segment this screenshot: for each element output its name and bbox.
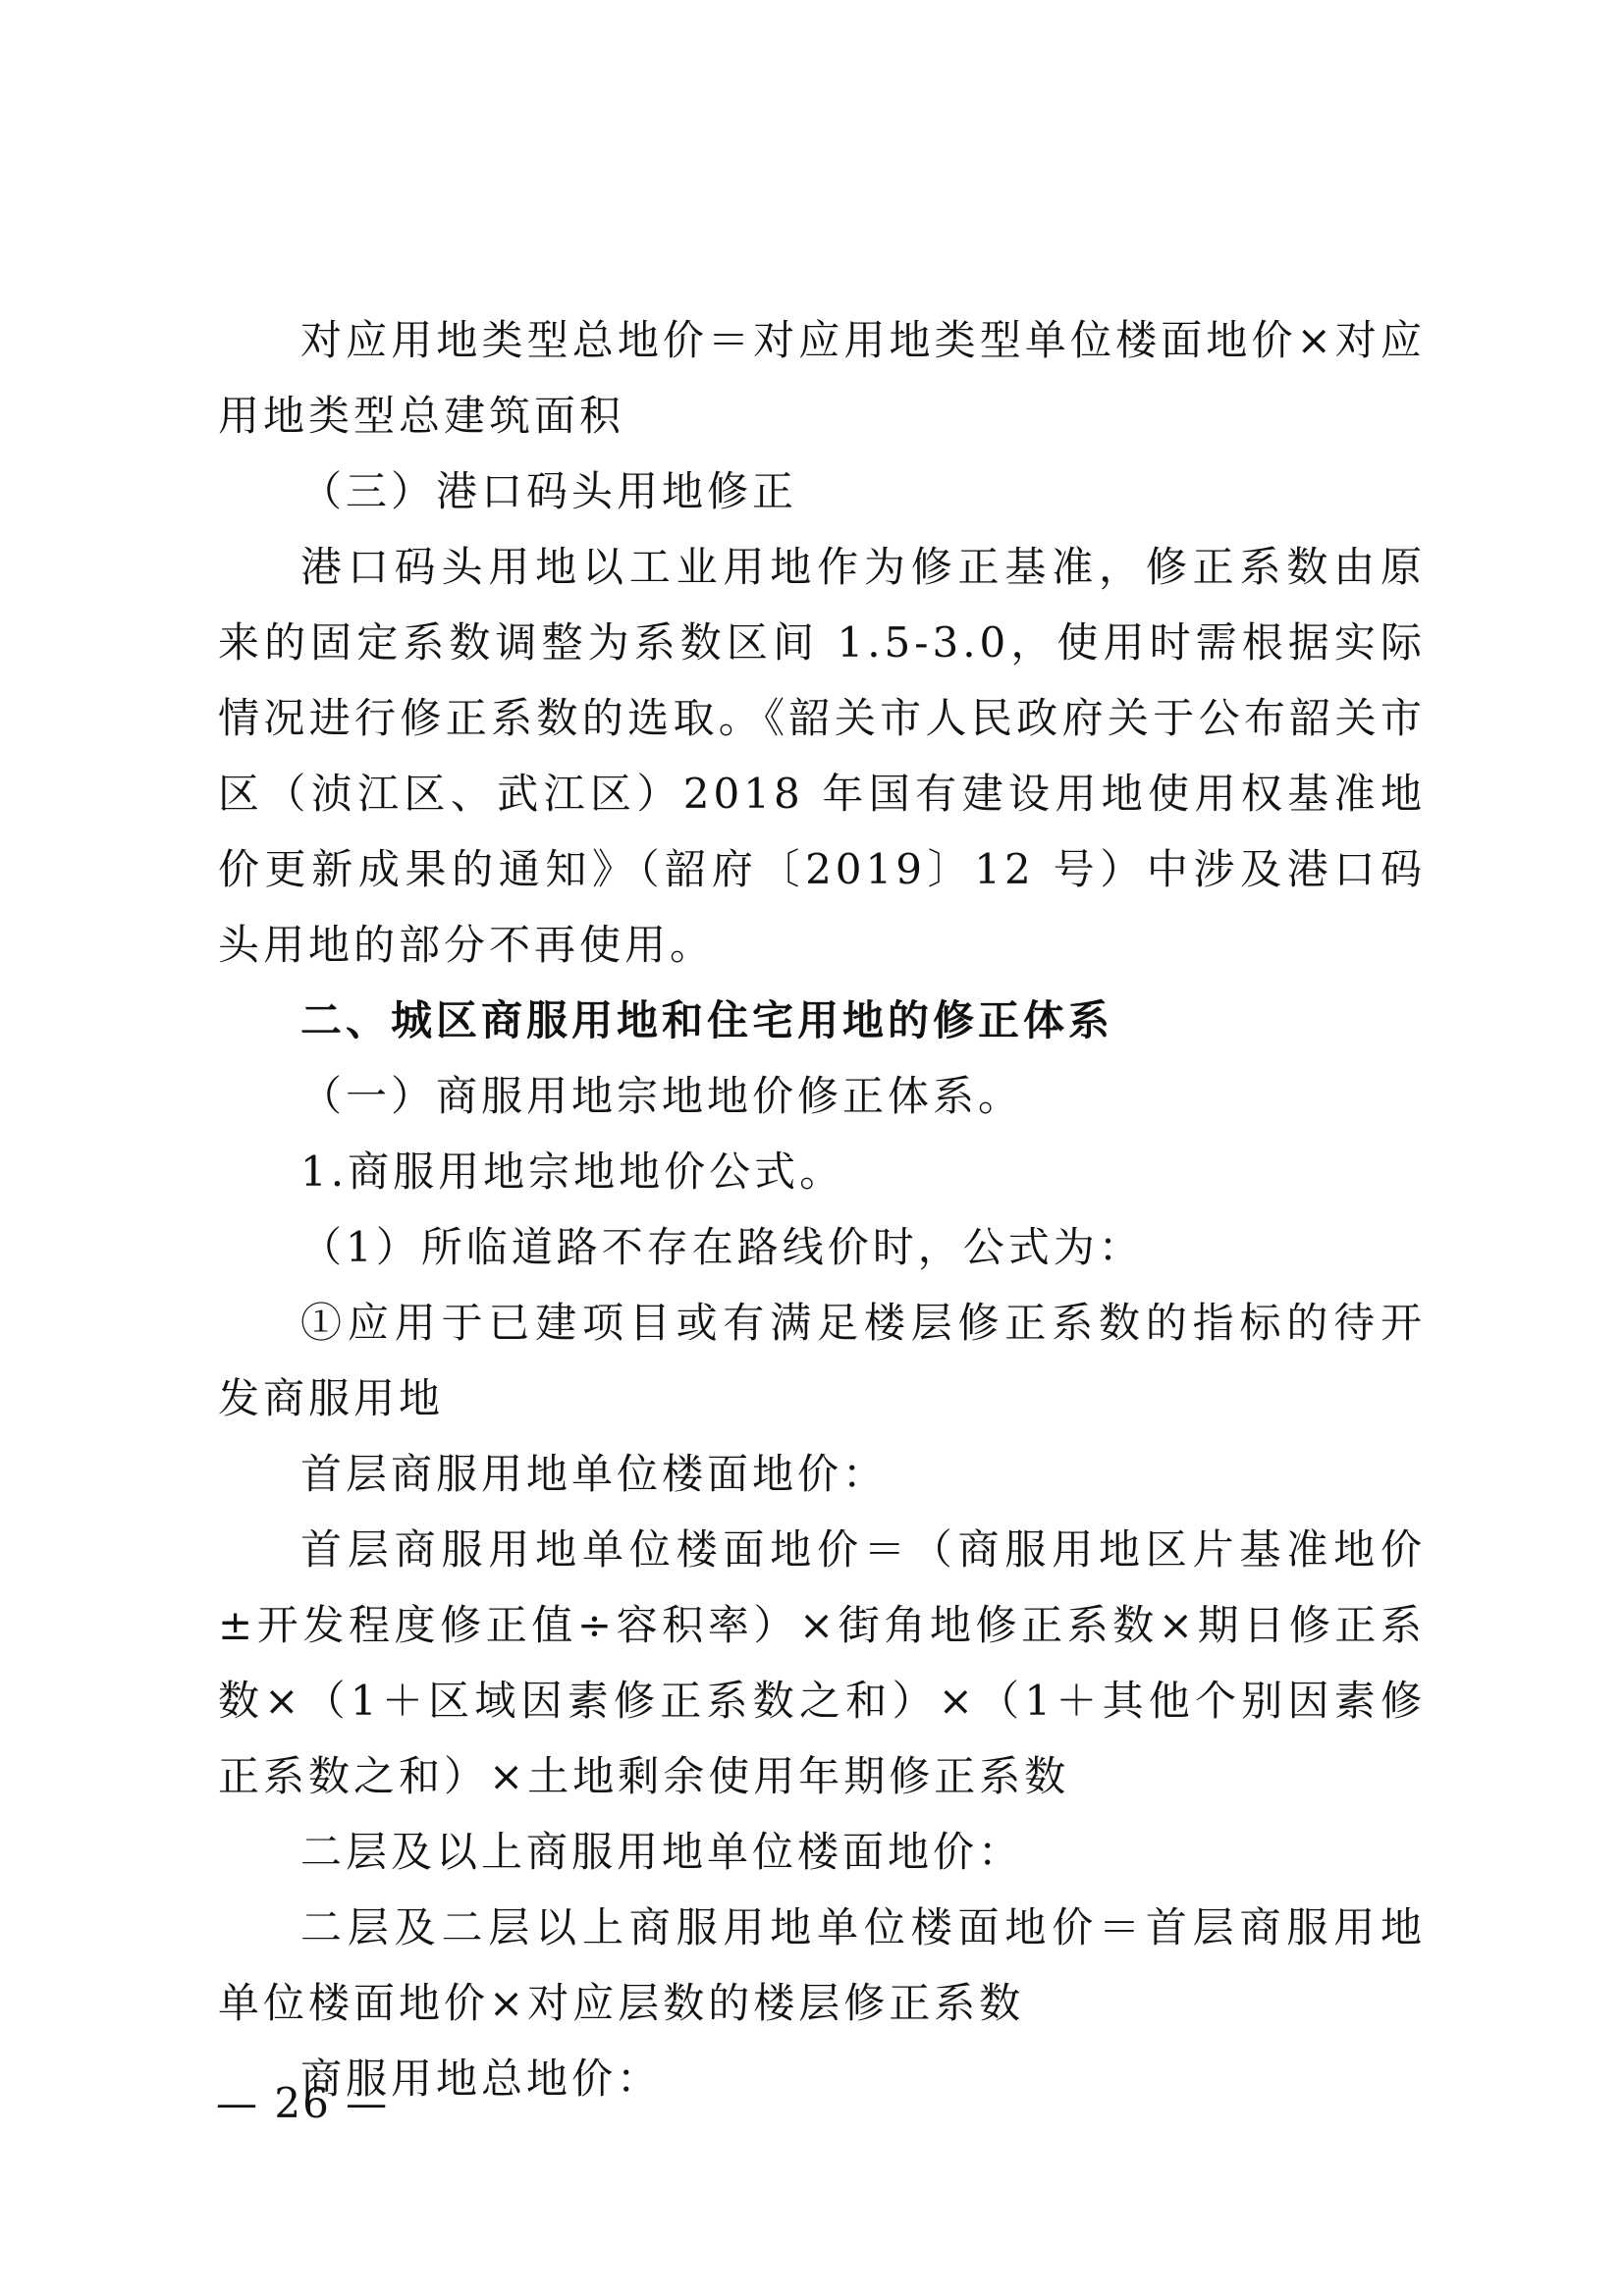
paragraph-total-price-formula: 对应用地类型总地价＝对应用地类型单位楼面地价×对应用地类型总建筑面积 xyxy=(218,316,1426,440)
paragraph-upper-floor-formula: 二层及二层以上商服用地单位楼面地价＝首层商服用地单位楼面地价×对应层数的楼层修正系数 xyxy=(218,1903,1426,2027)
label-commercial-total-price: 商服用地总地价： xyxy=(300,2055,663,2103)
label-upper-floor-price: 二层及以上商服用地单位楼面地价： xyxy=(300,1828,1024,1876)
paragraph-first-floor-formula: 首层商服用地单位楼面地价＝（商服用地区片基准地价±开发程度修正值÷容积率）×街角地修正系数×期日修正系数×（1＋区域因素修正系数之和）×（1＋其他个别因素修正系数之和）×土地剩余使用年期修正系数 xyxy=(218,1525,1426,1800)
item-no-route-price: （1）所临道路不存在路线价时，公式为： xyxy=(300,1223,1144,1271)
body-text xyxy=(218,302,1426,2116)
section-heading-2: 二、城区商服用地和住宅用地的修正体系 xyxy=(300,996,1114,1044)
heading-port-wharf-correction: （三）港口码头用地修正 xyxy=(300,467,798,515)
paragraph-port-wharf: 港口码头用地以工业用地作为修正基准，修正系数由原来的固定系数调整为系数区间 1.5-3.0，使用时需根据实际情况进行修正系数的选取。《韶关市人民政府关于公布韶关市区（浈江区、武江区）2018 年国有建设用地使用权基准地价更新成果的通知》（韶府〔2019〕12 号）中涉及港口码头用地的部分不再使用。 xyxy=(218,543,1426,969)
item-built-projects: ①应用于已建项目或有满足楼层修正系数的指标的待开发商服用地 xyxy=(218,1299,1426,1422)
heading-commercial-correction-system: （一）商服用地宗地地价修正体系。 xyxy=(300,1072,1024,1120)
label-first-floor-price: 首层商服用地单位楼面地价： xyxy=(300,1450,889,1498)
page-number: — 26 — xyxy=(216,2079,390,2127)
item-commercial-formula: 1.商服用地宗地地价公式。 xyxy=(300,1148,845,1196)
